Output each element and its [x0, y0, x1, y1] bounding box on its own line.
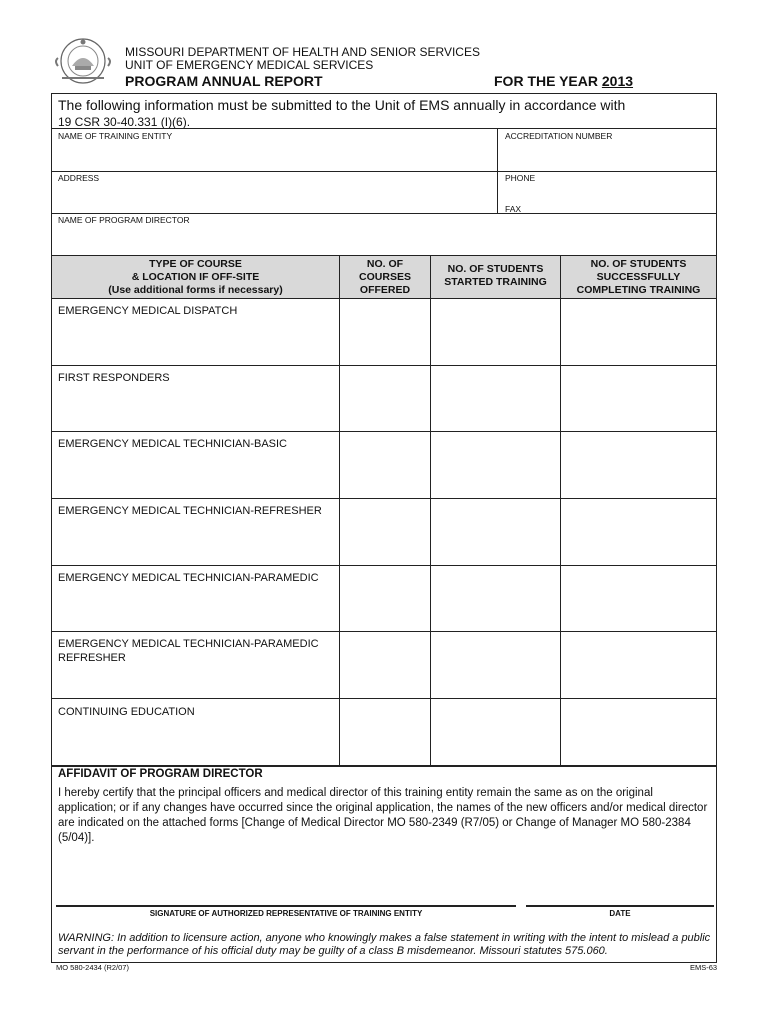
phone-field[interactable] [499, 182, 715, 200]
divider [51, 128, 717, 129]
table-row: EMERGENCY MEDICAL TECHNICIAN-REFRESHER [58, 505, 322, 517]
signature-label: SIGNATURE OF AUTHORIZED REPRESENTATIVE OF TRAINING ENTITY [149, 909, 423, 918]
fax-label: FAX [505, 204, 522, 214]
address-field[interactable] [52, 182, 496, 212]
row-divider [51, 431, 717, 432]
accreditation-field[interactable] [499, 140, 715, 170]
row-divider [51, 698, 717, 699]
date-label: DATE [609, 909, 631, 918]
col-header-course-type: TYPE OF COURSE & LOCATION IF OFF-SITE (Use additional forms if necessary) [108, 258, 283, 296]
form-code: EMS-63 [690, 963, 718, 972]
affidavit-title: AFFIDAVIT OF PROGRAM DIRECTOR [58, 768, 263, 780]
phone-label: PHONE [505, 173, 536, 183]
column-divider [560, 255, 561, 765]
training-entity-label: NAME OF TRAINING ENTITY [58, 131, 173, 141]
row-divider [51, 498, 717, 499]
table-row: EMERGENCY MEDICAL TECHNICIAN-PARAMEDIC REFRESHER [58, 638, 319, 664]
date-line[interactable] [526, 905, 714, 907]
report-year [494, 73, 633, 89]
warning-text: WARNING: In addition to licensure action, anyone who knowingly makes a false statement in writing with the intent to mislead a public servant in the performance of his official duty may be guilty of a class B misdemeanor. Missouri statutes 575.060. [58, 932, 711, 957]
divider [51, 213, 717, 214]
table-row: EMERGENCY MEDICAL TECHNICIAN-PARAMEDIC [58, 572, 319, 584]
row-divider [51, 765, 717, 767]
form-number: MO 580-2434 (R2/07) [56, 963, 129, 972]
unit-name: UNIT OF EMERGENCY MEDICAL SERVICES [125, 58, 374, 72]
table-row: CONTINUING EDUCATION [58, 706, 195, 718]
table-row: FIRST RESPONDERS [58, 372, 170, 384]
row-divider [51, 631, 717, 632]
divider [51, 171, 717, 172]
table-row: EMERGENCY MEDICAL DISPATCH [58, 305, 238, 317]
col-header-courses-offered: NO. OF COURSES OFFERED [359, 258, 411, 296]
table-row: EMERGENCY MEDICAL TECHNICIAN-BASIC [58, 438, 288, 450]
missouri-state-seal-icon [50, 36, 116, 86]
program-director-field[interactable] [52, 224, 716, 254]
divider [51, 298, 717, 299]
row-divider [51, 565, 717, 566]
col-header-students-completing: NO. OF STUDENTS SUCCESSFULLY COMPLETING TRAINING [576, 258, 701, 296]
department-name: MISSOURI DEPARTMENT OF HEALTH AND SENIOR SERVICES [125, 45, 480, 59]
training-entity-field[interactable] [52, 140, 496, 170]
address-label: ADDRESS [58, 173, 100, 183]
intro-text: The following information must be submitted to the Unit of EMS annually in accordance with [58, 97, 626, 113]
form-title: PROGRAM ANNUAL REPORT [125, 73, 323, 89]
accreditation-label: ACCREDITATION NUMBER [505, 131, 613, 141]
year-value[interactable]: 2013 [601, 73, 634, 89]
column-divider [430, 255, 431, 765]
affidavit-text: I hereby certify that the principal officers and medical director of this training entity remain the same as on the original application; or if any changes have occurred since the original application, the names of the new officers and/or medical director are indicated on the attached forms [Change of Medical Director MO 580-2349 (R7/05) or Change of Manager MO 580-2384 (5/04)]. [58, 787, 708, 844]
year-label: FOR THE YEAR [494, 73, 598, 89]
intro-citation: 19 CSR 30-40.331 (I)(6). [58, 115, 191, 129]
row-divider [51, 365, 717, 366]
column-divider [339, 255, 340, 765]
program-director-label: NAME OF PROGRAM DIRECTOR [58, 215, 190, 225]
signature-line[interactable] [56, 905, 516, 907]
col-header-students-started: NO. OF STUDENTS STARTED TRAINING [444, 263, 547, 288]
